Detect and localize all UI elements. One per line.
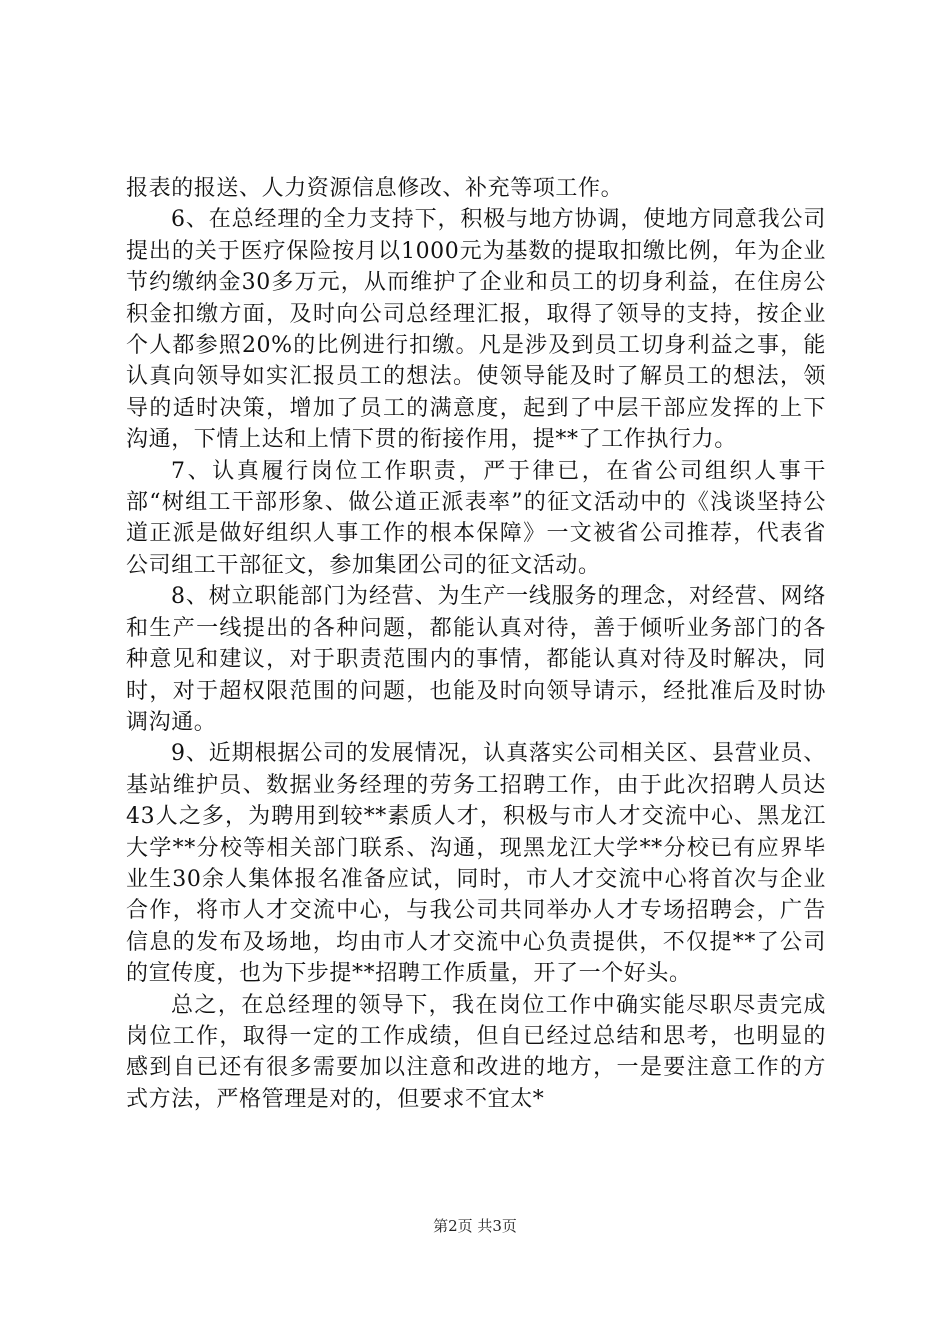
page-footer [0, 1216, 950, 1236]
paragraph-summary: 总之，在总经理的领导下，我在岗位工作中确实能尽职尽责完成岗位工作，取得一定的工作成绩，但自已经过总结和思考，也明显的感到自已还有很多需要加以注意和改进的地方，一是要注意工作的方式方法，严格管理是对的，但要求不宜太* [126, 992, 826, 1112]
paragraph-item-9: 9、近期根据公司的发展情况，认真落实公司相关区、县营业员、基站维护员、数据业务经理的劳务工招聘工作，由于此次招聘人员达43人之多，为聘用到较**素质人才，积极与市人才交流中心、黑龙江大学**分校等相关部门联系、沟通，现黑龙江大学**分校已有应界毕业生30余人集体报名准备应试，同时，市人才交流中心将首次与企业合作，将市人才交流中心，与我公司共同举办人才专场招聘会，广告信息的发布及场地，均由市人才交流中心负责提供，不仅提**了公司的宣传度，也为下步提**招聘工作质量，开了一个好头。 [126, 741, 826, 987]
paragraph-continuation: 报表的报送、人力资源信息修改、补充等项工作。 [126, 176, 624, 201]
document-body [126, 173, 826, 1115]
paragraph-item-6: 6、在总经理的全力支持下，积极与地方协调，使地方同意我公司提出的关于医疗保险按月以1000元为基数的提取扣缴比例，年为企业节约缴纳金30多万元，从而维护了企业和员工的切身利益，在住房公积金扣缴方面，及时向公司总经理汇报，取得了领导的支持，按企业个人都参照20%的比例进行扣缴。凡是涉及到员工切身利益之事，能认真向领导如实汇报员工的想法。使领导能及时了解员工的想法，领导的适时决策，增加了员工的满意度，起到了中层干部应发挥的上下沟通，下情上达和上情下贯的衔接作用，提**了工作执行力。 [126, 207, 826, 453]
paragraph-item-8: 8、树立职能部门为经营、为生产一线服务的理念，对经营、网络和生产一线提出的各种问题，都能认真对待，善于倾听业务部门的各种意见和建议，对于职责范围内的事情，都能认真对待及时解决，同时，对于超权限范围的问题，也能及时向领导请示，经批准后及时协调沟通。 [126, 584, 826, 735]
page-number-label: 第2页 共3页 [433, 1217, 517, 1235]
paragraph-item-7: 7、认真履行岗位工作职责，严于律已，在省公司组织人事干部“树组工干部形象、做公道正派表率”的征文活动中的《浅谈坚持公道正派是做好组织人事工作的根本保障》一文被省公司推荐，代表省公司组工干部征文，参加集团公司的征文活动。 [126, 458, 826, 578]
